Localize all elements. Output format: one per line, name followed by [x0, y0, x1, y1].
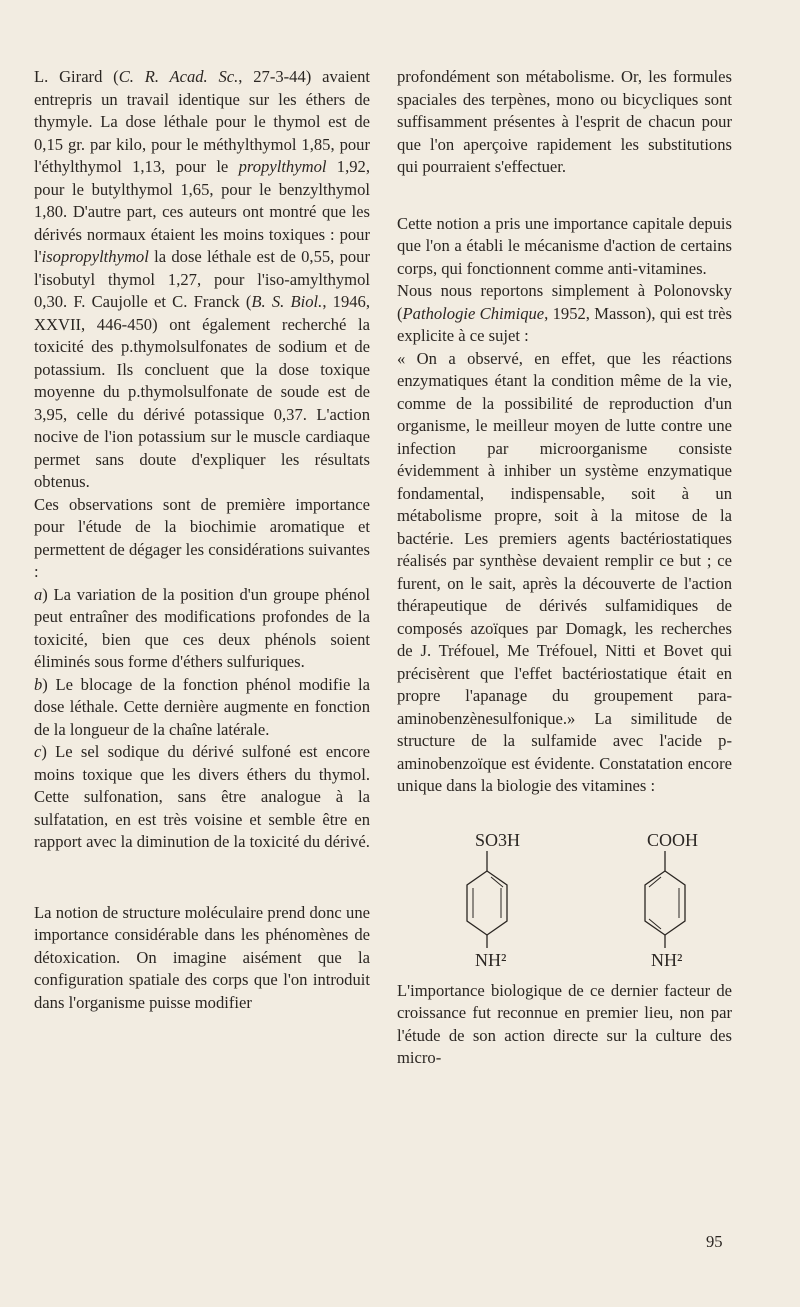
- text-run: L. Girard (: [34, 67, 119, 86]
- p-aminobenzoic-acid-structure: [645, 830, 698, 970]
- amino-group-label: NH²: [475, 949, 507, 970]
- amino-group-label: NH²: [651, 949, 683, 970]
- page-number: 95: [706, 1232, 723, 1251]
- carboxyl-group-label: COOH: [647, 829, 699, 850]
- list-label: b: [34, 674, 43, 694]
- list-item-c: c) Le sel sodique du dérivé sulfoné est encore moins toxique que les divers éthers du thymol. Cette sulfonation, sans être analogue à la sulfatation, en est très voisine et semble être en rapport avec la diminution de la toxicité du dérivé.: [34, 742, 370, 851]
- text-run: Le sel sodique du dérivé sulfoné est encore moins toxique que les divers éthers du thymol. Cette sulfonation, sans être analogue à la sulfatation, en est très voisine et semble être en rapport avec la diminution de la toxicité du dérivé.: [34, 742, 370, 851]
- text-run: , 1946, XXVII, 446-450) ont également recherché la toxicité des p.thymolsulfonates de sodium et de potassium. Ils concluent que la dose toxique moyenne du p.thymolsulfonate de soude est de 3,95, celle du dérivé potassique 0,37. L'action nocive de l'ion potassium sur le muscle cardiaque permet sans doute d'expliquer les résultats obtenus.: [34, 292, 370, 491]
- sulfanilic-acid-structure: [467, 830, 520, 970]
- spacer: [34, 854, 370, 902]
- citation: Pathologie Chimique: [402, 303, 545, 323]
- text-run: , 27-3-44) avaient entrepris un travail identique sur les éthers de thymyle. La dose léthale pour le thymol est de 0,15 gr. par kilo, pour le méthylthymol 1,85, pour l'éthylthymol 1,13, pour le: [34, 67, 370, 176]
- citation: C. R. Acad. Sc.: [118, 67, 239, 86]
- text-run: Le blocage de la fonction phénol modifie la dose léthale. Cette dernière augmente en fonction de la longueur de la chaîne latérale.: [34, 674, 370, 739]
- paragraph-toxicity-thymyl: [34, 66, 370, 494]
- paragraph-polonovsky: [397, 280, 732, 348]
- paragraph-molecular-structure: La notion de structure moléculaire prend donc une importance considérable dans les phénomènes de détoxication. On imagine aisément que la configuration spatiale des corps que l'on introduit dans l'organisme puisse modifier: [34, 902, 370, 1012]
- list-label: c: [34, 742, 42, 761]
- list-label: a: [34, 584, 43, 604]
- paragraph-biological-importance: L'importance biologique de ce dernier facteur de croissance fut reconnue en premier lieu, non par l'étude de son action directe sur la culture des micro-: [397, 980, 732, 1067]
- text-run: la dose léthale est de 0,55, pour l'isobutyl thymol 1,27, pour l'iso-amylthymol 0,30. F. Caujolle et C. Franck (: [34, 247, 370, 311]
- text-run: La variation de la position d'un groupe phénol peut entraîner des modifications profondes de la toxicité, bien que ces deux phénols soient éliminés sous forme d'éthers sulfuriques.: [34, 584, 370, 671]
- spacer: [397, 798, 732, 822]
- compound-name: isopropylthymol: [41, 247, 149, 266]
- text-run: , 1952, Masson), qui est très explicite à ce sujet :: [397, 303, 732, 345]
- text-run: Nous nous reportons simplement à Polonovsky (: [397, 281, 732, 323]
- paragraph-metabolism: profondément son métabolisme. Or, les formules spaciales des terpènes, mono ou bicycliques sont suffisamment présentes à l'esprit de chacun pour que l'on aperçoive rapidement les substitutions qui pourraient s'effectuer.: [397, 67, 732, 176]
- chemical-structures-diagram: [397, 824, 732, 974]
- spacer: [397, 179, 732, 213]
- left-column: [34, 66, 370, 1014]
- paragraph-quote: « On a observé, en effet, que les réactions enzymatiques étant la condition même de la vie, comme de la possibilité de reproduction d'un organisme, le meilleur moyen de lutte contre une infection par microorganisme consiste évidemment à inhiber un système enzymatique fondamental, indispensable, soit à un métabolisme propre, soit à la mitose de la bactérie. Les premiers agents bactériostatiques réalisés par synthèse devaient remplir ce but ; ce furent, on le sait, après la découverte de l'action thérapeutique de dérivés sulfamidiques de composés azoïques par Domagk, les recherches de J. Tréfouel, Me Tréfouel, Nitti et Bovet qui précisèrent que l'effet bactériostatique était en propre l'apanage du groupement para-aminobenzènesulfonique.» La similitude de structure de la sulfamide avec l'acide p-aminobenzoïque est évidente. Constatation encore unique dans la biologie des vitamines :: [397, 348, 732, 795]
- list-item-a: a) La variation de la position d'un groupe phénol peut entraîner des modifications profondes de la toxicité, bien que ces deux phénols soient éliminés sous forme d'éthers sulfuriques.: [34, 584, 370, 671]
- list-item-b: b) Le blocage de la fonction phénol modifie la dose léthale. Cette dernière augmente en fonction de la longueur de la chaîne latérale.: [34, 674, 370, 739]
- compound-name: propylthymol: [238, 157, 327, 176]
- paragraph-observations: Ces observations sont de première importance pour l'étude de la biochimie aromatique et permettent de dégager les considérations suivantes :: [34, 494, 370, 581]
- text-run: 1,92, pour le butylthymol 1,65, pour le benzylthymol 1,80. D'autre part, ces auteurs ont montré que les dérivés normaux étaient les moins toxiques : pour l': [34, 157, 370, 266]
- citation: B. S. Biol.: [251, 292, 323, 311]
- paragraph-antivitamins: Cette notion a pris une importance capitale depuis que l'on a établi le mécanisme d'action de certains corps, qui fonctionnent comme anti-vitamines.: [397, 213, 732, 278]
- right-column: [397, 66, 732, 1070]
- sulfonic-group-label: SO3H: [475, 829, 521, 850]
